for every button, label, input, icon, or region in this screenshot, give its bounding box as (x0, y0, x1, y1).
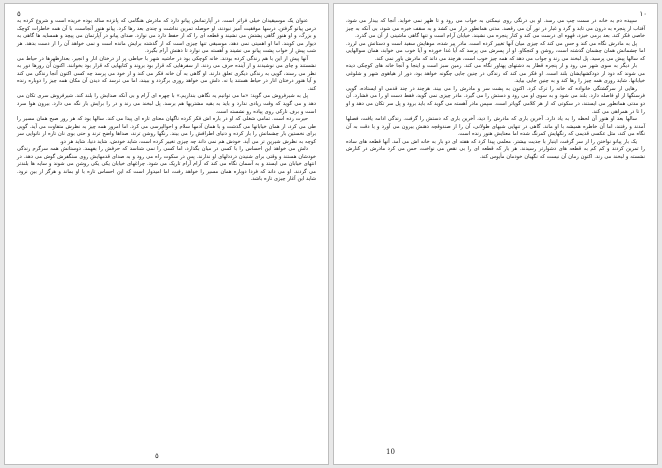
left-paragraph-4: حیرت زده است. تمامی شغلی که او در باره اش فکر کرده ناگهان معنای تازه ای پیدا می کند. سالها بود که هر روز صبح همان مسیر را طی می کرد، از همان خیابانها می گذشت و با همان آدمها سلام و احوالپرسی می کرد. اما امروز همه چیز به نظرش متفاوت می آید. گویی برای نخستین بار چشمانش را باز کرده و دنیای اطرافش را می بیند. رنگها روشن ترند، صداها واضح ترند و حتی بوی نان تازه از نانوایی سر کوچه به نظرش شیرین تر می آید. خودش هم نمی داند چه چیزی تغییر کرده است، شاید خودش، شاید دنیا، شاید هر دو. (17, 116, 316, 145)
right-paragraph-3: بار دیگر به سوی شهر می رود و از پنجره قطار به دشتهای پهناور نگاه می کند. زمین سبز است و اینجا و آنجا خانه های کوچکی دیده می شوند که دود از دودکشهایشان بلند است. او فکر می کند که زندگی در چنین جایی چگونه خواهد بود، دور از هیاهوی شهر و شلوغی خیابانها. شاید روزی همه چیز را رها کند و به چنین جایی بیاید. (346, 63, 645, 85)
left-page-number-bottom: ٥ (155, 452, 159, 460)
left-paragraph-2: آنها پیش از این با هم زندگی کرده بودند. خانه کوچکی بود در حاشیه شهر با حیاطی پر از درختان انار و انجیر. بعدازظهرها در حیاط می نشستند و چای می نوشیدند و از آینده حرف می زدند. از سفرهایی که قرار بود بروند و کتابهایی که قرار بود بخوانند. اکنون آن روزها دور به نظر می رسند، گویی به زندگی دیگری تعلق دارند. او گاهی به آن خانه فکر می کند و از خود می پرسد چه کسی اکنون آنجا زندگی می کند و آیا هنوز درختان انار در حیاط هستند یا نه. دلش می خواهد روزی برگردد و ببیند، اما می ترسد که دیدن آن مکان همه چیز را دوباره زنده کند. (17, 55, 316, 92)
right-paragraph-1: سپیده دم به خانه در سمت چپ می رسد. او بی درنگی روی نیمکتی به خواب می رود و تا ظهر نمی خوابد. آنجا که بیدار می شود، آفتاب از پنجره به درون می تابد و گرد و غبار در نور آن می رقصد. مدتی همانطور دراز می کشد و به سقف خیره می شود، بی آنکه به چیز خاصی فکر کند. بعد برمی خیزد، قهوه ای درست می کند و کنار پنجره می نشیند. خیابان آرام است و تنها گاهی ماشینی از آن می گذرد. (346, 18, 645, 40)
left-page-number-top: ٥ (17, 10, 21, 18)
right-page (333, 3, 658, 465)
right-paragraph-2: پل به مادرش نگاه می کند و حس می کند که چیزی میان آنها تغییر کرده است. مادر پیر شده، موهایش سفید است و دستانش می لرزد. اما چشمانش همان چشمان گذشته است، روشن و کنجکاو. او از پسرش می پرسد که آیا غذا خورده و آیا خوب می خوابد، همان سوالهایی که سالها پیش می پرسید. پل لبخند می زند و جواب می دهد که همه چیز خوب است، هرچند می داند که مادرش باور نمی کند. (346, 40, 645, 62)
left-page-text (17, 18, 316, 450)
right-page-number-top: ۱۰ (639, 10, 647, 18)
left-paragraph-5: دلش می خواهد این احساس را با کسی در میان بگذارد، اما کسی را نمی شناسد که حرفش را بفهمد. دوستانش همه سرگرم زندگی خودشان هستند و وقتی برای شنیدن درددلهای او ندارند. پس در سکوت راه می رود و به صدای قدمهایش روی سنگفرش گوش می دهد. در انتهای خیابان می ایستد و به آسمان نگاه می کند که آرام آرام تاریک می شود. چراغهای خیابان یکی یکی روشن می شوند و سایه ها بلندتر می گردند. او می داند که فردا دوباره همان مسیر را خواهد رفت، اما امیدوار است که این احساس تازه با او بماند و هرگز از بین نرود. شاید این آغاز چیزی تازه باشد. (17, 146, 316, 183)
left-paragraph-1: عنوان یک موسیقیدان خیلی فراتر است. در آپارتمانش پیانو دارد که مادرش هنگامی که پانزده ساله بوده خریده است و شروع کرده به درس پیانو گرفتن. درسها موفقیت آمیز نبودند، او حوصله تمرین نداشت و چندی بعد رها کرد. پیانو هنوز آنجاست، با آن همه خاطرات کوچک و بزرگ، و او هنوز گاهی پشتش می نشیند و قطعه ای را که از حفظ دارد می نوازد. صدای پیانو در آپارتمان می پیچد و همسایه ها گاهی به دیوار می کوبند. اما او اهمیتی نمی دهد، موسیقی تنها چیزی است که از گذشته برایش مانده است و نمی خواهد آن را از دست بدهد. هر شب پیش از خواب پشت پیانو می نشیند و آهسته می نوازد تا ذهنش آرام بگیرد. (17, 18, 316, 55)
right-page-number-bottom: 10 (386, 448, 395, 456)
right-paragraph-4: رهایی از سرگشتگی خانواده که خانه را ترک کرد. اکنون به پشت سر و مادرش را می بیند. هرچند در چند قدمی او ایستاده، گویی فرسنگها از او فاصله دارد. بلند می شود و به سوی او می رود و دستش را می گیرد. مادر چیزی نمی گوید، فقط دست او را می فشارد. آن دو مدتی همانطور می ایستند، در سکوتی که از هر کلامی گویاتر است. سپس مادر آهسته می گوید که باید برود و پل سر تکان می دهد و او را تا در همراهی می کند. (346, 85, 645, 115)
right-paragraph-5: سالها بعد او هنوز آن لحظه را به یاد دارد. آخرین باری که مادرش را دید، آخرین باری که دستش را گرفت. زندگی ادامه یافت، فصلها آمدند و رفتند، اما آن خاطره همیشه با او ماند. گاهی در تنهایی شبهای طولانی، آن را از صندوقچه ذهنش بیرون می آورد و با دقت به آن نگاه می کند، مثل عکسی قدیمی که رنگهایش کمرنگ شده اما معنایش هنوز زنده است. (346, 116, 645, 138)
left-page (4, 3, 329, 465)
right-paragraph-6: یک بار پیانو نواختن را از سر گرفت، اینبار با جدیت بیشتر. معلمی پیدا کرد که هفته ای دو بار به خانه اش می آمد. آنها قطعه های ساده را تمرین کردند و کم کم به قطعه های دشوارتر رسیدند. هر بار که قطعه ای را بی نقص می نواخت، حس می کرد مادرش در کنارش نشسته و لبخند می زند. اکنون زمان آن نیست که نگهبان خودمان مأیوس کند. (346, 138, 645, 160)
right-page-text (346, 18, 645, 434)
left-paragraph-3: پل به شیرفروش می گوید: «ما می توانیم یه نگاهی بندازیم.» با چهره ای آرام و بی آنکه صدایش را بلند کند. شیرفروش سری تکان می دهد و می گوید که وقت زیادی ندارد و باید به بقیه مشتریها هم برسد. پل لبخند می زند و در را برایش باز نگه می دارد. بیرون هوا سرد است و برف نازکی روی پیاده رو نشسته است. (17, 93, 316, 115)
book-spread (4, 3, 658, 465)
